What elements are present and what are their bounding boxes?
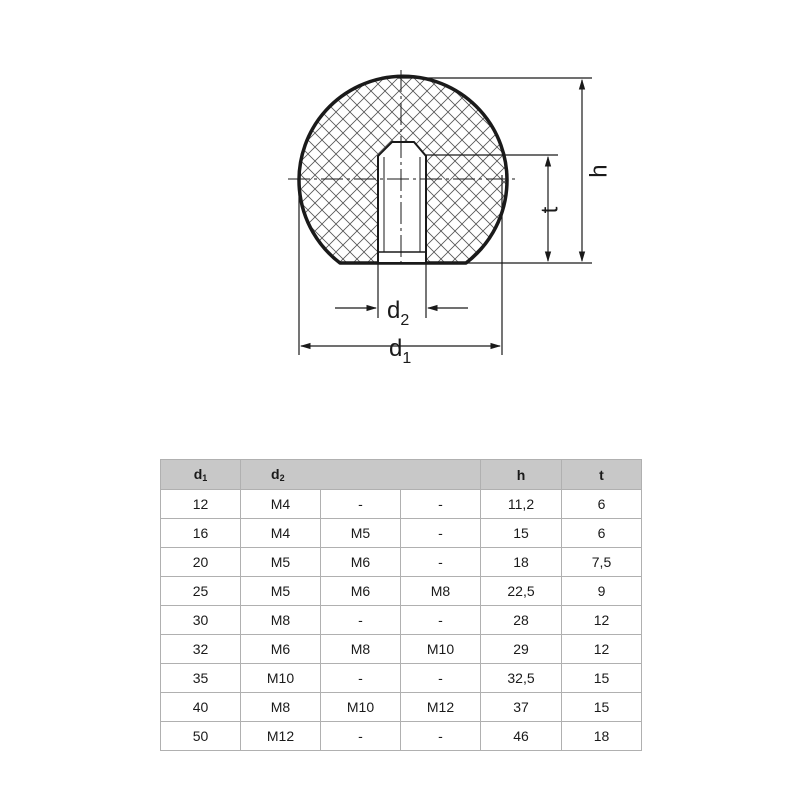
table-cell: M6 bbox=[321, 548, 401, 577]
dimension-table bbox=[160, 459, 642, 751]
table-cell: M10 bbox=[321, 693, 401, 722]
table-row bbox=[161, 722, 642, 751]
table-cell: - bbox=[401, 664, 481, 693]
table-cell: 30 bbox=[161, 606, 241, 635]
table-row bbox=[161, 490, 642, 519]
table-cell: M6 bbox=[321, 577, 401, 606]
table-row bbox=[161, 664, 642, 693]
table-cell: 18 bbox=[481, 548, 562, 577]
label-t: t bbox=[536, 206, 564, 214]
table-cell: 15 bbox=[562, 693, 642, 722]
header-d1: $d_1$ bbox=[161, 460, 241, 490]
table-cell: M8 bbox=[321, 635, 401, 664]
table-cell: M8 bbox=[241, 606, 321, 635]
table-cell: 6 bbox=[562, 490, 642, 519]
table-row bbox=[161, 519, 642, 548]
table-cell: M5 bbox=[241, 548, 321, 577]
table-cell: M5 bbox=[241, 577, 321, 606]
table-cell: M4 bbox=[241, 519, 321, 548]
table-cell: 12 bbox=[161, 490, 241, 519]
table-row bbox=[161, 577, 642, 606]
table-cell: 15 bbox=[481, 519, 562, 548]
table-cell: 46 bbox=[481, 722, 562, 751]
table-cell: M5 bbox=[321, 519, 401, 548]
table-row bbox=[161, 606, 642, 635]
table-cell: 7,5 bbox=[562, 548, 642, 577]
table-row bbox=[161, 693, 642, 722]
label-d1: $d_1$ bbox=[389, 335, 412, 367]
table-row bbox=[161, 635, 642, 664]
table-cell: - bbox=[321, 490, 401, 519]
table-cell: M10 bbox=[241, 664, 321, 693]
table-cell: M12 bbox=[241, 722, 321, 751]
table-cell: 11,2 bbox=[481, 490, 562, 519]
table-cell: - bbox=[401, 548, 481, 577]
table-cell: 20 bbox=[161, 548, 241, 577]
table-cell: 12 bbox=[562, 606, 642, 635]
table-cell: M6 bbox=[241, 635, 321, 664]
ball-section bbox=[299, 76, 507, 263]
table-cell: 50 bbox=[161, 722, 241, 751]
table-cell: M12 bbox=[401, 693, 481, 722]
table-cell: 35 bbox=[161, 664, 241, 693]
table-cell: - bbox=[321, 664, 401, 693]
table-cell: - bbox=[401, 490, 481, 519]
label-h: h bbox=[585, 164, 613, 178]
header-d2: $d_2$ bbox=[241, 460, 481, 490]
table-cell: 18 bbox=[562, 722, 642, 751]
table-cell: 32,5 bbox=[481, 664, 562, 693]
table-cell: 40 bbox=[161, 693, 241, 722]
table-cell: 16 bbox=[161, 519, 241, 548]
table-cell: 32 bbox=[161, 635, 241, 664]
table-cell: M8 bbox=[401, 577, 481, 606]
table-cell: M8 bbox=[241, 693, 321, 722]
table-cell: - bbox=[401, 606, 481, 635]
table-row bbox=[161, 548, 642, 577]
table-cell: - bbox=[401, 519, 481, 548]
table-cell: 6 bbox=[562, 519, 642, 548]
label-d2: $d_2$ bbox=[387, 297, 410, 329]
table-cell: - bbox=[321, 606, 401, 635]
table-cell: 28 bbox=[481, 606, 562, 635]
table-cell: - bbox=[401, 722, 481, 751]
header-h: h bbox=[481, 460, 562, 490]
table-cell: 9 bbox=[562, 577, 642, 606]
table-cell: 25 bbox=[161, 577, 241, 606]
header-t: t bbox=[562, 460, 642, 490]
table-cell: 37 bbox=[481, 693, 562, 722]
table-header-row bbox=[161, 460, 642, 490]
table-cell: - bbox=[321, 722, 401, 751]
table-cell: M4 bbox=[241, 490, 321, 519]
table-cell: 15 bbox=[562, 664, 642, 693]
table-cell: 29 bbox=[481, 635, 562, 664]
table-cell: M10 bbox=[401, 635, 481, 664]
table-cell: 12 bbox=[562, 635, 642, 664]
table-cell: 22,5 bbox=[481, 577, 562, 606]
